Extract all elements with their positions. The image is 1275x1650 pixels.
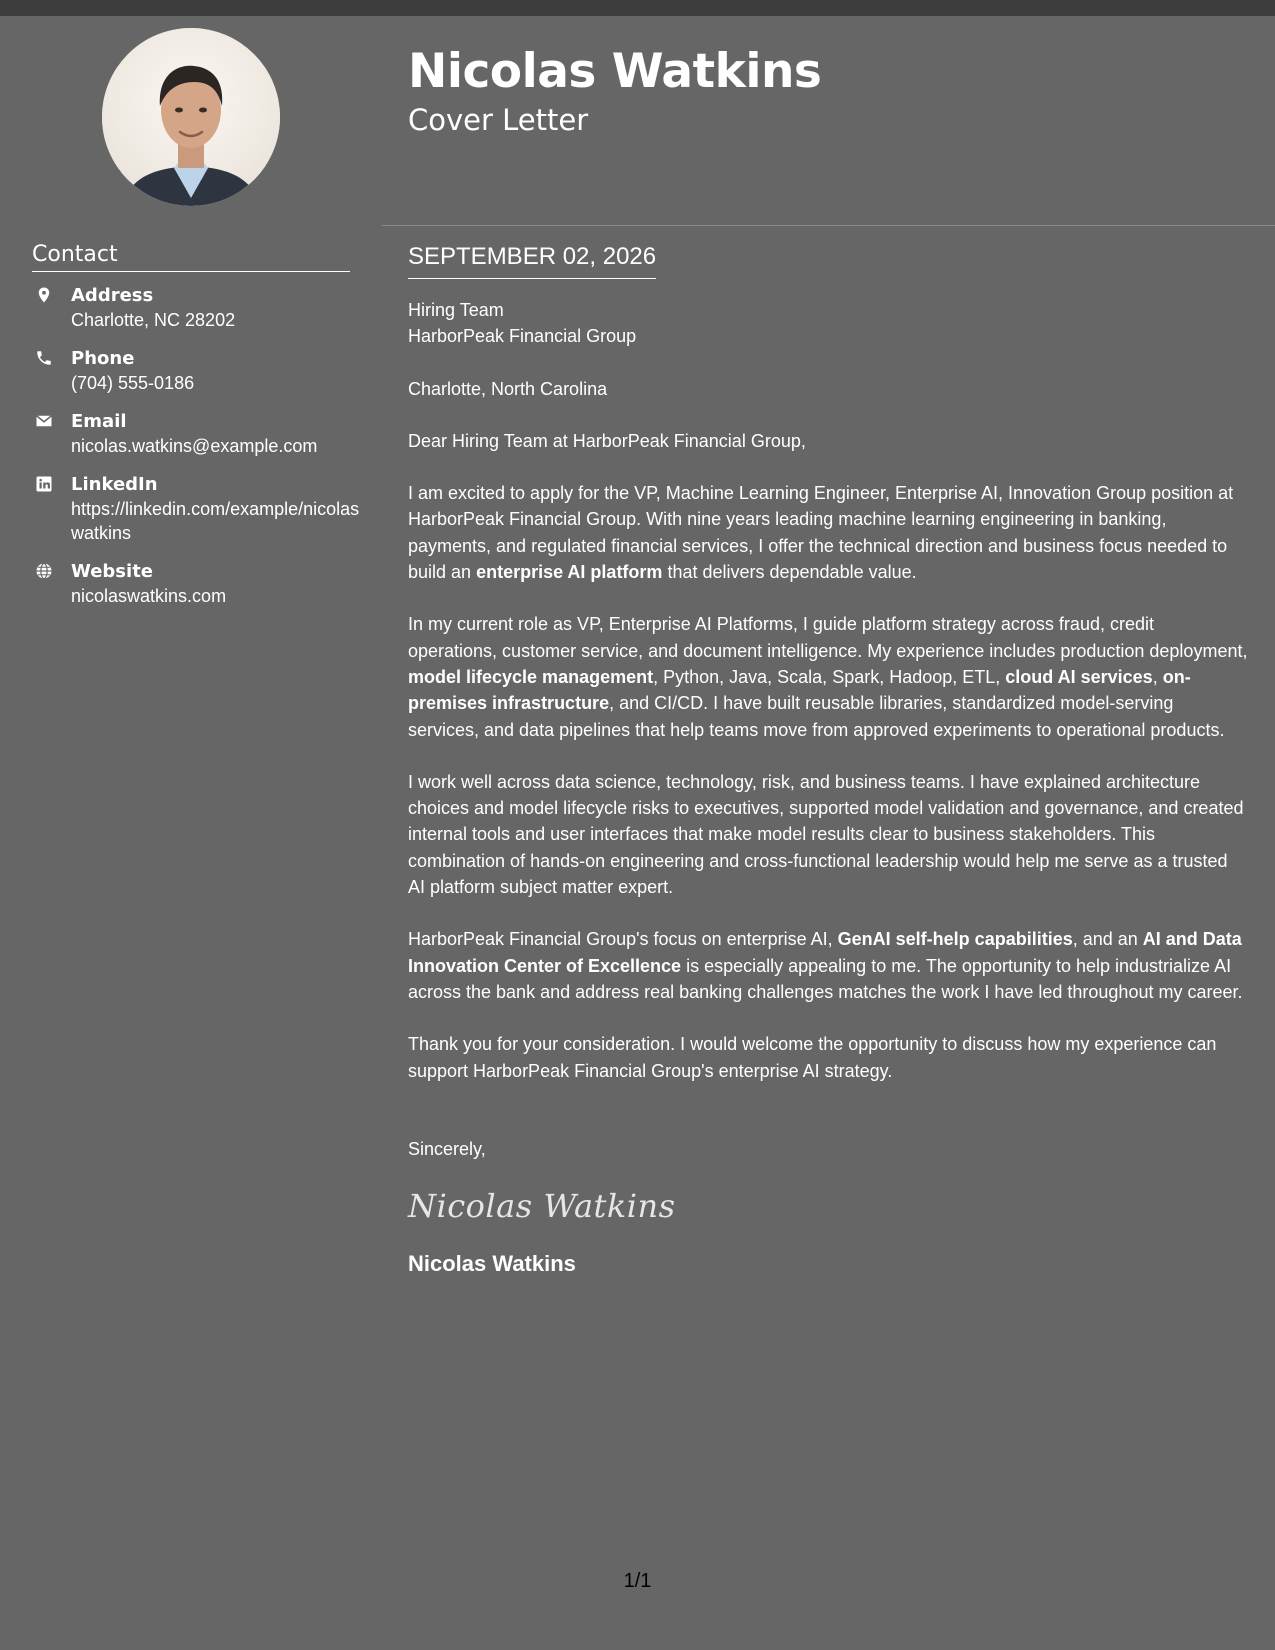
paragraph-company-fit bbox=[408, 926, 1248, 1005]
profile-photo bbox=[102, 28, 280, 206]
envelope-icon bbox=[35, 412, 53, 430]
contact-label-email: Email bbox=[71, 411, 127, 432]
text-run: , Python, Java, Scala, Spark, Hadoop, ETL, bbox=[653, 666, 1006, 687]
linkedin-icon bbox=[35, 475, 53, 493]
contact-value-phone: (704) 555-0186 bbox=[71, 373, 195, 393]
text-run: I am excited to apply for the VP, Machine Learning Engineer, Enterprise AI, Innovation Group position at HarborPeak Financial Group. With nine years leading machine learning engineering in banking, payments, and regulated financial services, I offer the technical direction and business focus needed to build an bbox=[408, 483, 1234, 583]
text-run: is especially appealing to me. The opportunity to help industrialize AI across the bank and address real banking challenges matches the work I have led throughout my career. bbox=[408, 955, 1243, 1002]
emphasis: enterprise AI platform bbox=[476, 562, 663, 583]
contact-label-phone: Phone bbox=[71, 348, 135, 369]
signed-name: Nicolas Watkins bbox=[408, 1251, 576, 1277]
letter-header bbox=[382, 16, 1275, 226]
emphasis: GenAI self-help capabilities bbox=[837, 929, 1073, 950]
applicant-name: Nicolas Watkins bbox=[408, 44, 822, 99]
contact-item-linkedin bbox=[32, 473, 362, 545]
paragraph-collaboration: I work well across data science, technology, risk, and business teams. I have explained architecture choices and model lifecycle risks to executives, supported model validation and governance, and created internal tools and user interfaces that make model results clear to business stakeholders. This combination of hands-on engineering and cross-functional leadership would help me serve as a trusted AI platform subject matter expert. bbox=[408, 771, 1244, 898]
page-number: 1/1 bbox=[623, 1570, 652, 1592]
text-run: , bbox=[1152, 666, 1163, 687]
recipient-company: HarborPeak Financial Group bbox=[408, 326, 637, 347]
letter-body bbox=[408, 242, 1248, 1278]
avatar bbox=[102, 28, 280, 206]
emphasis: model lifecycle management bbox=[408, 666, 654, 687]
contact-label-address: Address bbox=[71, 285, 154, 306]
emphasis: on-premises infrastructure bbox=[408, 666, 1191, 714]
contact-value-linkedin[interactable]: https://linkedin.com/example/nicolaswatkins bbox=[71, 499, 360, 543]
contact-value-website[interactable]: nicolaswatkins.com bbox=[71, 586, 227, 606]
text-run: In my current role as VP, Enterprise AI Platforms, I guide platform strategy across fraud, credit operations, customer service, and document intelligence. My experience includes production deployment, bbox=[408, 614, 1248, 661]
contact-item-address bbox=[32, 284, 362, 332]
contact-item-phone bbox=[32, 347, 362, 395]
letter-date: SEPTEMBER 02, 2026 bbox=[408, 242, 656, 279]
contact-item-email bbox=[32, 410, 362, 458]
recipient-line: Hiring Team bbox=[408, 300, 504, 320]
signature: Nicolas Watkins bbox=[408, 1187, 676, 1226]
contact-value-address: Charlotte, NC 28202 bbox=[71, 310, 236, 330]
document-title: Cover Letter bbox=[408, 103, 589, 137]
map-pin-icon bbox=[35, 286, 53, 304]
contact-label-linkedin: LinkedIn bbox=[71, 474, 158, 495]
closing: Sincerely, bbox=[408, 1138, 486, 1159]
recipient-location: Charlotte, North Carolina bbox=[408, 378, 608, 399]
paragraph-intro bbox=[408, 480, 1248, 585]
text-run: , and an bbox=[1072, 929, 1143, 950]
recipient-block bbox=[408, 297, 1248, 402]
text-run: , and CI/CD. I have built reusable libraries, standardized model-serving services, and data pipelines that help teams move from approved experiments to operational products. bbox=[408, 693, 1225, 740]
emphasis: cloud AI services bbox=[1005, 666, 1153, 687]
paragraph-experience bbox=[408, 611, 1248, 742]
sidebar bbox=[0, 16, 382, 1650]
contact-item-website bbox=[32, 560, 362, 608]
contact-heading: Contact bbox=[32, 242, 350, 272]
text-run: HarborPeak Financial Group's focus on enterprise AI, bbox=[408, 929, 838, 950]
paragraph-closing: Thank you for your consideration. I would welcome the opportunity to discuss how my experience can support HarborPeak Financial Group's enterprise AI strategy. bbox=[408, 1034, 1217, 1081]
contact-label-website: Website bbox=[71, 561, 154, 582]
globe-icon bbox=[35, 562, 53, 580]
salutation: Dear Hiring Team at HarborPeak Financial Group, bbox=[408, 430, 806, 451]
top-bar bbox=[0, 0, 1275, 16]
contact-value-email[interactable]: nicolas.watkins@example.com bbox=[71, 436, 318, 456]
phone-icon bbox=[35, 349, 53, 367]
emphasis: AI and Data Innovation Center of Excellence bbox=[408, 929, 1242, 976]
contact-list bbox=[32, 284, 362, 623]
text-run: that delivers dependable value. bbox=[662, 562, 917, 583]
